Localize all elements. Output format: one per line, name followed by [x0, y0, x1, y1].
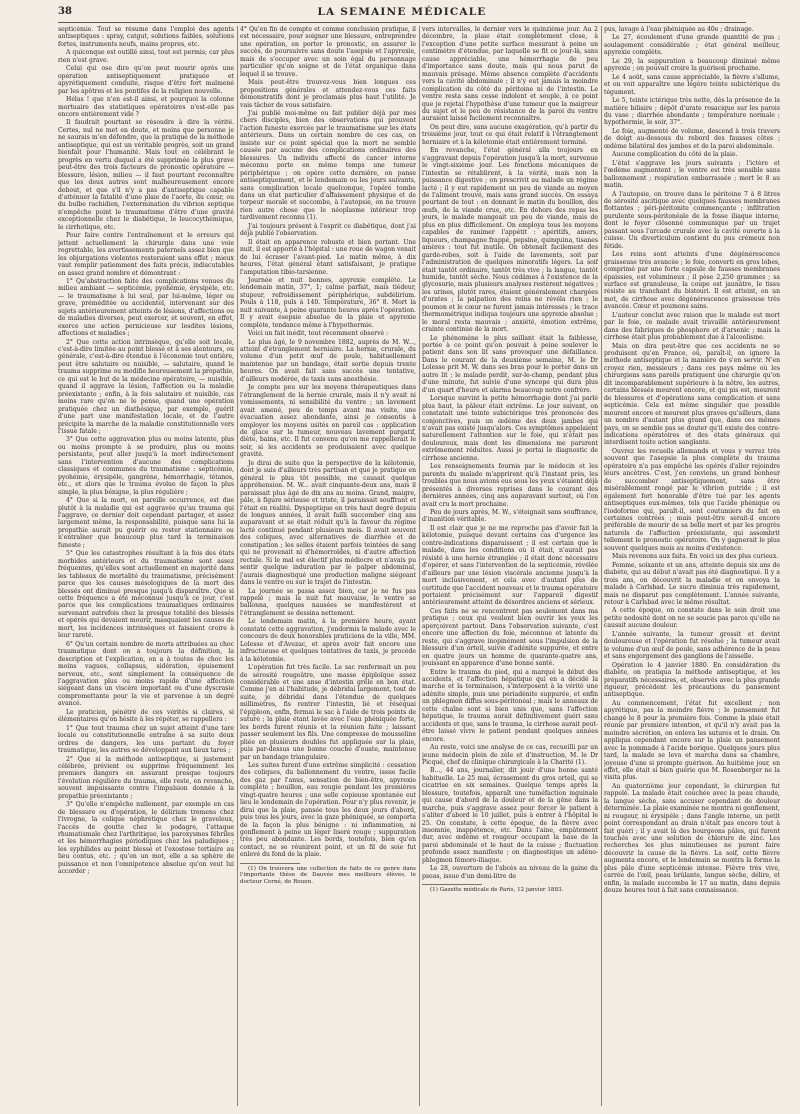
paragraph: Il est clair que je ne me reproche pas d'avoir fait la kélotomie, puisque devant certains cas d'urgence les contre-indications disparaissent ; il est certain que le malade, dans les conditions où il était, n'aurait pas résisté à une hernie étranglée ; il était donc nécessaire d'opérer, et sans l'intervention de la septicémie, révélée d'ailleurs par une lésion viscérale ancienne jusqu'à la mort inclusivement, et cela avec d'autant plus de certitude que l'accident nouveau et le trauma opératoire portaient précisément sur l'appareil digestif antérieurement atteint de désordres anciens et sérieux.: [422, 524, 598, 607]
column-3: [422, 26, 598, 1106]
paragraph: Les reins sont atteints d'une dégénérescence graisseuse très avancée ; le foie, converti en gros lobes, comprimé par une forte capsule de fausses membranes épaissies, est volumineux ; il pèse 2,250 grammes ; sa surface est granuleuse, la coupe est jaunâtre, le tissu résiste au tranchant du bistouri. Il est atteint, en un mot, de cirrhose avec dégénérescence graisseuse très avancée. Cœur et poumons sains.: [604, 251, 780, 311]
column-2: [240, 26, 416, 1106]
paragraph: Peu de jours après, M. W., s'éteignait sans souffrance, d'inanition véritable.: [422, 509, 598, 524]
paragraph: Aucune complication du côté de la plaie.: [612, 151, 738, 159]
paragraph: Le 5, teinte ictérique très nette, dès la présence de la matière biliaire ; dépôt d'urate rosacique sur les parois du vase ; diarrhée abondante ; température normale ; hypothermie, le soir, 37°.: [604, 97, 780, 127]
paragraph: 3° Qu'elle n'empêche nullement, par exemple en cas de blessure ou d'opération, le délirium tremens chez l'ivrogne, la colique néphrétique chez le graveleux, l'accès de goutte chez le podagre, l'attaque rhumatismale chez l'arthritique, les paroxysmes fébriles et les hémorrhagies périodiques chez les paludiques ; les syphilides au point blessé et l'exostose tertiaire au lieu contus, etc. ; qu'en un mot, elle a sa sphère de puissance et non l'omnipotence absolue qu'on veut lui accorder ;: [58, 801, 234, 876]
paragraph: Ces faits ne se rencontrent pas seulement dans ma pratique ; ceux qui veulent bien ouvrir les yeux les aperçoivent partout. Dans l'observation suivante, c'est encore une affection du foie, méconnue et latente du reste, qui s'aggrave inopinément sous l'impulsion de la blessure d'un orteil, suivie d'adénite suppurée, et entre en quatre jours un homme de quarante-quatre ans, jouissant en apparence d'une bonne santé.: [422, 607, 598, 668]
paragraph: Femme, soixante et un ans, atteinte depuis six ans de diabète, qui au début n'avait pas été diagnostiqué. Il y a trois ans, on découvrit la maladie et on envoya la malade à Carlsbad. Le sucre diminua très rapidement, mais ne disparut pas complètement. L'année suivante, retour à Carlsbad avec le même résultat.: [604, 561, 780, 606]
paragraph: pus, lavage à l'eau phéniquée au 40e ; drainage.: [604, 26, 754, 33]
paragraph: vers intervalles, le dernier vers le quinzième jour. Au 2 décembre, la plaie était complètement close, à l'exception d'une petite surface mesurant à peine un centimètre d'étendue, par laquelle se fit ce jour-là, sans cause appréciable, une hémorrhagie de peu d'importance sans doute, mais qui nous parut de mauvais présage. Même absence complète d'accidents vers la cavité abdominale ; il n'y eut jamais la moindre complication du côté du péritoine ni de l'intestin. Le ventre resta sans cesse indolent et souple, à ce point que je rejetai l'hypothèse d'une tumeur que la maigreur du sujet et le peu de résistance de la paroi du ventre auraient laissé facilement reconnaître.: [422, 26, 598, 123]
paragraph: Au reste, voici une analyse de ce cas, recueilli par un jeune médecin plein de zèle et d'instruction, M. le Dr Picqué, chef de clinique chirurgicale à la Charité (1).: [422, 744, 598, 766]
paragraph: On peut dire, sans aucune exagération, qu'à partir du troisième jour, tout ce qui était relatif à l'étranglement herniaire et à la kélotomie était entièrement terminé.: [422, 123, 598, 146]
column-1: [58, 26, 234, 1106]
paragraph: 2° Que si la méthode antiseptique, si justement célébrée, prévient ou supprime fréquemment les premiers dangers en assurant presque toujours l'évolution régulière du trauma, elle reste, en revanche, souvent impuissante contre l'impulsion donnée à la propathie préexistante ;: [58, 755, 234, 800]
column-rule: [237, 26, 238, 1106]
paragraph: Le lendemain matin, à la première heure, ayant constaté cette aggravation, j'endormis le malade avec le concours de deux honorables praticiens de la ville, MM. Lolesse et d'Avezac, et après avoir fait encore une infructueuse et quelques tentatives de taxis, je procède à la kélotomie.: [240, 618, 416, 663]
paragraph: septicémie. Tout se résume dans l'emploi des agents antiseptiques : spray, catgut, solutions faibles, solutions fortes, instruments neufs, mains propres, etc.: [58, 26, 234, 48]
paragraph: Hélas ! que n'en est-il ainsi, et pourquoi la colonne mortuaire des statistiques opératoires n'est-elle pas encore entièrement vide ?: [58, 96, 234, 118]
paragraph: Il était en apparence robuste et bien portant. Une nuit, il est apporté à l'hôpital : une roue de wagon venait de lui écraser l'avant-pied. Le matin même, à dix heures, l'état général étant satisfaisant, je pratique l'amputation tibio-tarsienne.: [240, 238, 416, 276]
paragraph: Le phénomène le plus saillant était la faiblesse, portée à ce point qu'on pouvait à peine soulever le patient dans son lit sans provoquer une défaillance. Dans le courant de la deuxième semaine, M. le Dr Lolesse prit M. W. dans ses bras pour le porter dans un autre lit ; le malade perdit, sur-le-champ, pendant plus d'une minute, fut suivie d'une syncope qui dura plus d'un quart d'heure et alarma beaucoup notre confrère.: [422, 334, 598, 394]
paragraph: 4° Qu'en fin de compte et comme conclusion pratique, il est nécessaire, pour soigner une blessure, entreprendre une opération, en porter le pronostic, en assurer le succès, de poursuivre sans doute l'asepsie et l'apyrexie, mais de s'occuper avec un soin égal du personnage particulier qu'on soigne et de l'état organique dans lequel il se trouve.: [240, 26, 416, 78]
paragraph: L'opération fut très facile. Le sac renfermait un peu de sérosité rougeâtre, une masse épiploïque assez considérable et une anse d'intestin grêle en bon état. Comme j'en ai l'habitude, je débridai largement, tout de suite, je débridai dans l'étendue de quelques millimètres, fis rentrer l'intestin, lié et réséquai l'épiploon, enfin, fermai le sac à l'aide de trois points de suture ; la plaie étant lavée avec l'eau phéniquée forte, les bords furent réunis et la réunion faite ; laissant passer seulement les fils. Une compresse de mousseline pliée en plusieurs doubles fut appliquée sur la plaie, puis par-dessus une bonne couche d'ouate, maintenue par un bandage triangulaire.: [240, 664, 416, 761]
column-rule: [419, 26, 420, 1106]
footnote-separator: [422, 884, 482, 885]
paragraph: Mais on dira peut-être que ces accidents ne se produisent qu'en France, où, paraît-il, on ignore la méthode antiseptique et la manière de s'en servir. N'en croyez rien, messieurs ; dans ces pays même où les chirurgiens sans pareils pratiquent une chirurgie qu'on dit incomparablement supérieure à la nôtre, les autres, certains blessés meurent encore, et qui pis est, meurent de blessures et d'opérations sans complication et sans septicémie. Cela est même singulier que possible meurent encore et meurent plus graves qu'ailleurs, dans un nombre d'autant plus grand que, dans ces mêmes pays, on se semble pas se douter qu'il existe des contre-indications opératoires et des états généraux qui interdisent toute action sanglante.: [604, 342, 780, 447]
paragraph: La journée se passa assez bien, car je ne fus pas rappelé ; mais la nuit fut mauvaise, le ventre se ballonna, quelques nausées se manifestèrent et l'étranglement se dessina nettement.: [240, 587, 416, 617]
paragraph: 2° Que cette action intrinsèque, qu'elle soit locale, c'est-à-dire limitée au point blessé et à ses alentours, ou générale, c'est-à-dire étendue à l'économie tout entière, peut être salutaire ou nuisible, — salutaire, quand le trauma supprime ou modifie heureusement la propathie, ce qui est le but de la médecine opératoire, — nuisible, quand il aggrave la lésion, l'affection ou la maladie préexistante ; enfin, à la fois salutaire et nuisible, cas moins rare qu'on ne le pense, quand une opération pratiquée chez un diathésique, par exemple, guérit d'une part une manifestation locale, et de l'autre précipite la marche de la maladie constitutionnelle vers l'issue fatale ;: [58, 338, 234, 436]
paragraph: J'ai publié moi-même ou fait publier déjà par mes chers disciples, bien des observations qui prouvent l'action funeste exercée par le traumatisme sur les états antérieurs. Dans un certain nombre de ces cas, on insiste sur ce point spécial que la mort ne semble causée par aucune des complications ordinaires des blessures. Un individu affecté de cancer interne méconnu porte en même temps une tumeur périphérique ; on opère cette dernière, on panse antiseptiquement, et le lendemain ou les jours suivants, sans complication locale quelconque, l'opéré tombe dans un état particulier d'affaissement physique et de torpeur morale et succombe, à l'autopsie, on ne trouve rien autre chose que le néoplasme intérieur trop tardivement reconnu (1).: [240, 109, 416, 222]
paragraph: Au commencement, l'état fut excellent ; non apyrétique, pas la moindre fièvre ; le pansement fut changé le 8 pour la première fois. Comme la plaie était réunie par première intention, et qu'il n'y avait pas la moindre sécrétion, on enleva les sutures et le drain. On appliqua cependant encore sur la plaie un pansement avec la pommade à l'acide borique. Quelques jours plus tard, la malade se leva et marcha dans sa chambre, joyeuse d'une si prompte guérison. Au huitième jour, en effet, elle était si bien guérie que M. Rosenberger ne la visita plus.: [604, 699, 780, 782]
journal-title: LA SEMAINE MÉDICALE: [317, 6, 487, 18]
paragraph: J'ai toujours présent à l'esprit ce diabétique, dont j'ai déjà publié l'observation.: [240, 222, 416, 238]
page-number: 38: [58, 6, 72, 17]
paragraph: Il faudrait pourtant se résoudre à dire la vérité. Certes, nul ne met en doute, et moins que personne je ne saurais m'en défendre, que la pratique de la méthode antiseptique, qui est un véritable progrès, soit un grand bienfait pour l'humanité. Mais tout en célébrant le progrès en vertu duquel a été supprimée la plus grave peut-être des trois facteurs de pronostic opératoire — blessure, lésion, milieu — il faut pourtant reconnaître que les deux autres sont malheureusement encore debout, et que s'il n'y a pas d'antiseptique capable d'atténuer la fatalité d'une plaie de l'aorte, du cœur, ou du bulbe rachidien, l'extermination du vibrion septique n'empêche point le traumatisme d'être d'une gravité exceptionnelle chez le diabétique, le leucocythémique, le cirrhotique, etc.: [58, 119, 234, 231]
paragraph: A l'autopsie, on trouve dans le péritoine 7 à 8 litres de sérosité ascitique avec quelques fausses membranes flottantes ; péri-péritonite commençante ; infiltration purulente sous-péritonéale de la fosse iliaque interne, dont le foyer clôsonné communique par un trajet passant sous l'arcade crurale avec la cavité ouverte à la cuisse. Un diverticulum contient du pus crémeux non fétide.: [604, 190, 780, 250]
paragraph: Le 29, la suppuration a beaucoup diminué même apyrexie ; on pouvait croire la guérison prochaine.: [604, 57, 780, 73]
paragraph: 1° Que tout trauma chez un sujet atteint d'une tare locale ou constitutionnelle entraîne à sa suite deux ordres de dangers, les uns partant du foyer traumatique, les autres se développant aux lieux tares ;: [58, 724, 234, 755]
paragraph: 1° Qu'abstraction faite des complications venues du milieu ambiant — septicémie, pyohémie, érysipèle, etc. — le traumatisme à lui seul, par lui-même, léger ou grave, préméditée ou accidentel, intervenant sur des sujets antérieurement atteints de lésions, d'affections ou de maladies diverses, peut exercer, et souvent, en effet, exerce une action pernicieuse sur lesdites lésions, affections et maladies ;: [58, 277, 234, 338]
paragraph: A cette époque, on constate dans le sein droit une petite nodosité dont on ne se soucie pas parce qu'elle ne causait aucune douleur.: [604, 607, 780, 630]
paragraph: Je compte peu sur les moyens thérapeutiques dans l'étranglement de la hernie crurale, mais il n'y avait ni vomissements, ni sensibilité du ventre ; un lavement avait amené, peu de temps avant ma visite, une évacuation assez abondante, ainsi je consentis à employer les moyens usités en pareil cas : application de glace sur la tumeur, nouveau lavement purgatif, diète, bains, etc. Il fut convenu qu'on me rappellerait le soir, si les accidents se produisaient avec quelque gravité.: [240, 384, 416, 459]
paragraph: B..., 44 ans, journalier, dit jouir d'une bonne santé habituelle. Le 25 mai, écrasement du gros orteil, qui se cicatrise en six semaines. Quelque temps après la blessure, toutefois, apparaît une tuméfaction inguinale qui cause d'abord de la douleur et de la gêne dans la marche, puis s'aggrave assez pour forcer le patient à s'aliter d'abord le 10 juillet, puis à entrer à l'hôpital le 25. On constate, à cette époque, de la fièvre avec insomnie, inappétence, etc. Dans l'aine, empâtement dur, avec œdème et rougeur occupant la base de la paroi abdominale et le haut de la cuisse ; fluctuation profonde assez manifeste ; on diagnostique un adéno-phlegmon fémoro-iliaque.: [422, 767, 598, 864]
footnote: (1) Gazette médicale de Paris, 12 janvier 1883.: [430, 887, 564, 894]
paragraph: Le 27, écoulement d'une grande quantité de pus ; soulagement considérable ; état général meilleur, apyrexie complète.: [604, 34, 780, 57]
paragraph: Au quatorzième jour cependant, le chirurgien fut rappelé. La malade était couchée avec la peau chaude, la langue sèche, sans accuser cependant de douleur déterminée. La plaie examinée ne montra ni gonflement, ni rougeur, ni érysipèle ; dans l'angle interne, un petit point correspondant au drain n'était pas encore tout à fait guéri ; il y avait là des bourgeons pâles, qui furent touchés avec une solution de chlorure de zinc. Les recherches les plus minutieuses ne purent faire découvrir la cause de la fièvre. La soif, cette fièvre augmenta encore, et le lendemain se montra la forme la plus pâle d'une septicémie intense. Fièvre très vive, carrée de l'œil, peau brûlante, langue sèche, délire, et enfin, la malade succomba le 17 au matin, dans depuis douze heures tout à fait sans connaissance.: [604, 782, 780, 895]
paragraph: Entre le trauma du pied, qui a marqué le début des accidents, et l'affection hépatique qui en a décidé la marche et la terminaison, s'interposent à la vérité une adénite simple, puis une périadénite suppurée, et enfin un phlegmon diffus sous-péritonéal ; mais le anneaux de cette chaîne sont si bien unis que, sans l'affection hépatique, le trauma aurait définitivement guéri sans accidents et que, sans le trauma, la cirrhose aurait peut-être laissé vivre le patient pendant quelques années encore.: [422, 668, 598, 743]
paragraph: Les suites furent d'une extrême simplicité : cessation des coliques, du ballonnement du ventre, issue facile des gaz par l'anus, sensation de bien-être, apyrexie complète ; bouillon, eau rougie pendant les premières vingt-quatre heures ; une selle copieuse spontanée eut lieu le lendemain de l'opération. Pour n'y plus revenir, je dirai que la plaie, pansée tous les deux jours d'abord, puis tous les jours, avec la gaze phéniquée, se comporta de la façon la plus bénigne : ni inflammation, ni gonflement à peine un léger liseré rouge ; suppuration très peu abondante. Les bords, toutefois, bien qu'en contact, ne se réunirent point, et un fil de soie fut enlevé du fond de la plaie.: [240, 761, 416, 859]
column-4: [604, 26, 780, 1106]
paragraph: Journée et nuit bonnes, apyrexie complète. Le lendemain matin, 37°, 1; calme parfait, mais tiédeur, stupeur, refroidissement périphérique, subdélirium. Pouls à 118, puls à 140. Température, 36° 8. Mort la nuit suivante, à peine quarante heures après l'opération. Il y avait ésepsie absolue de la plaie et apyrexie complète, tendance même à l'hypothermie.: [240, 276, 416, 329]
text-columns: [58, 26, 780, 1106]
paragraph: Le 28, ouverture de l'abcès au niveau de la gaine du psoas, issue d'un demi-litre de: [422, 865, 598, 880]
paragraph: Celui qui ose dire qu'on peut mourir après une opération antiseptiquement pratiquée et apyrétiquement conduite, risque d'être fort malmené par les apôtres et les pontifes de la religion nouvelle.: [58, 65, 234, 95]
paragraph: Pour faire contre l'entraînement et le erreurs qui jettent actuellement la chirurgie dans une voie regrettable, les avertissements paternels assez bien que les objurgations violentes resteraient sans effet ; mieux vaut remplir patiemment des faits précis, indiscutables en assez grand nombre et démontrant :: [58, 232, 234, 277]
paragraph: Je dirai de suite que la perspective de la kélotomie, dont je suis d'ailleurs très partisan et que je pratique en général le plus tôt possible, me causait quelque appréhension. M. W... avait cinquante-deux ans, mais il paraissait plus âgé de dix ans au moins. Grand, maigre, pâle, à figure sérieuse et triste, il paraissait souffrant et l'était en réalité. Dyspeptique en très haut degré depuis de longues années, il avait failli succomber cinq ans auparavant et se était réduit qu'à la faveur du régime lacté continué pendant plusieurs mois. Il avait souvent des coliques, avec alternatives de diarrhée et de constipation ; les selles étaient parfois teintées de sang qui ne provenait ni d'hémorroïdes, ni d'autre affection rectale. Si le mal est électif plus médiocre et n'avais pu sentir quelque induration par le palper abdominal, j'aurais diagnostiqué une production maligne siégeant dans le ventre ou sur le trajet de l'intestin.: [240, 459, 416, 587]
paragraph: Les renseignements fournis par le médecin et les parents du malade m'apprirent qu'à l'instant près, les troubles que nous avions eus sous les yeux s'étaient déjà présentés à diverses reprises dans le courant des dernières années, cinq ans auparavant surtout, où l'on avait cru la mort prochaine.: [422, 463, 598, 508]
footnote: (1) On trouvera une collection de faits de ce genre dans l'importante thèse de Dauvée mes meilleurs élèves, le docteur Cerné, de Rouen.: [240, 865, 416, 886]
paragraph: En revanche, l'état général alla toujours en s'aggravant depuis l'opération jusqu'à la mort, survenue le vingt-sixième jour. Les fonctions mécaniques de l'intestin se rétablirent, à la vérité, mais non la puissance digestive ; on prescrivit au malade un régime lacté ; il y eut rapidement un peu de viande au moyen de l'aliment trouvé, mais sans grand succès. On essaya pourtant de tout : en donnant le matin du bouillon, des œufs, de la viande crue, etc. En dehors des repas les jours, le malade mangeait un peu de viande, mais de plus en plus difficilement. On employa tous les moyens capables de ranimer l'appétit : apéritifs, amers, liqueurs, champagne frappé, pepsine, quinquina, tisanes amères : tout fut inutile. On obtenait facilement des garde-robes, soit à l'aide de lavements, soit par l'administration de quelques minoratifs légers. La soif était tantôt ordinaire, tantôt très vive ; la langue, tantôt humide, tantôt sèche. Nous cédâmes à l'existence de la glycosurie, mais plusieurs analyses restèrent négatives ; les urines, plutôt rares, étaient généralement chargées d'urates ; la palpation des reins ne révéla rien ; le poumon et le cœur ne furent jamais intéressés ; le trace thermométrique indiqua toujours une apyrexie absolue ; le moral resta mauvais ; anxiété, émotion extrême, crainte continue de la mort.: [422, 147, 598, 334]
paragraph: Le plus âgé, le 9 novembre 1882, auprès de M. W..., atteint d'étranglement herniaire. La hernie, crurale, du volume d'un petit œuf de poule, habituellement maintenue par un bandage, était sortie depuis trente heures. On avait fait sans succès une tentative, d'ailleurs modérée, de taxis sans anesthésie.: [240, 338, 416, 383]
paragraph: A quiconque est outillé ainsi, tout est permis; car plus rien n'est grave.: [58, 49, 234, 64]
paragraph: Mais revenons aux faits. En voici un des plus curieux.: [612, 553, 779, 561]
paragraph: Voici un fait inédit, tout récemment observé :: [248, 330, 389, 338]
paragraph: Le praticien, pénétré de ces vérités si claires, si élémentaires qu'on hésite à les répéter, se rappellera :: [58, 708, 234, 724]
paragraph: L'auteur conclut avec raison que le malade est mort par le foie, ce malade avait travaillé antérieurement dans des fabriques de phosphore et d'arsenic ; mais la cirrhose était plus probablement due à l'alcoolisme.: [604, 311, 780, 342]
footnote-separator: [240, 863, 300, 864]
paragraph: Mais peut-être trouvez-vous bien longues ces propositions générales et attendez-vous ces faits démonstratifs dont je proclamais plus haut l'utilité. Je vais tâcher de vous satisfaire.: [240, 79, 416, 109]
column-rule: [601, 26, 602, 1106]
paragraph: 5° Que les catastrophes résultant à la fois des états morbides antérieurs et du traumatisme sont assez fréquentes, qu'elles sont actuellement en majorité dans les tableaux de mortalité du traumatisme, précisément parce que les causes mésologiques de la mort des blessés ont diminué presque jusqu'à disparaître. Que si cette fréquence a été méconnue jusqu'à ce jour, c'est parce que les complications traumatiques ordinaires survenant autrefois chez la presque totalité des blessés et opérés qui devaient mourir, masquaient les causes de mort, les incidences intrinsèques et faisaient croire à leur rareté.: [58, 550, 234, 640]
paragraph: Le foie, augmenté de volume, descend à trois travers de doigt au-dessous du rebord des fausses côtes ; œdème bilatéral des jambes et de la paroi abdominale.: [604, 127, 780, 150]
paragraph: Ouvrez les recueils allemands et vous y verrez très souvent que l'asepsie la plus complète du trauma opératoire n'a pas empêché les opérés d'aller rejoindre leurs ancêtres. C'est, j'en conviens, un grand bonheur de succomber antiseptiquement, sans être misérablement rongé par le vibrion putride ; il est également fort honorable d'être tué par les agents antiseptiques eux-mêmes, tels que l'acide phénique ou l'iodoforme qui, paraît-il, sont coutumiers du fait en certaines contrées ; mais peut-être serait-il encore préférable de mourir de sa belle mort et par les progrès naturels de l'affection préexistante, qui assombrit tellement le pronostic opératoire. On y gagnerait le plus souvent quelques mois au moins d'existence.: [604, 447, 780, 552]
paragraph: 4° Que si la mort, en pareille occurrence, est due plutôt à la maladie qui est aggravée qu'au trauma qui l'aggrave, ce dernier doit cependant partager, et assez largement même, la responsabilité, puisque sans lui la propathie aurait pu guérir ou rester stationnaire ou n'entraîner que beaucoup plus tard la terminaison funeste ;: [58, 497, 234, 549]
paragraph: 6° Qu'un certain nombre de morts attribuées au choc traumatique dont on a toujours la définition, la description et l'explication, on a à toutes de choc les moins vagues, collapsus, sidération, épuisement nerveux, etc., sont simplement la conséquence de l'aggravation plus ou moins rapide d'une affection siégeant dans un viscère important ou d'une dyscrasie compromettante pour la vie et parvenue à un degré avancé.: [58, 640, 234, 708]
paragraph: Opération le 4 janvier 1880. En considération du diabète, on pratiqua la méthode antiseptique, et les préparatifs nécessaires, et, observés avec la plus grande rigueur, précèdent les précautions du pansement antiseptique.: [604, 661, 780, 699]
paragraph: 3° Que cette aggravation plus ou moins latente, plus ou moins prompte à se produire, plus ou moins persistante, peut aller jusqu'à la mort indirectement sans l'intervention d'aucune des complications classiques et communes du traumatisme : septicémie, pyohémie, érysipèle, gangrène, hémorrhagie, tétanos, etc., et alors que le trauma évolue de façon la plus simple, la plus bénigne, la plus régulière ;: [58, 436, 234, 496]
paragraph: L'état s'aggrave les jours suivants ; l'ictère et l'œdème augmentent ; le ventre est très sensible sans ballonnement ; respiration embarrassée ; mort le 8 au matin.: [604, 159, 780, 190]
paragraph: Le 4 août, sans cause appréciable, la fièvre s'allume, et on voit apparaître une légère teinte subictérique du tégument.: [604, 73, 780, 96]
paragraph: L'année suivante, la tumeur grossit et devint douloureuse et l'opération fut résolue ; la tumeur avait le volume d'un œuf de poule, sans adhérence de la peau et sans engorgement des ganglions de l'aisselle.: [604, 630, 780, 661]
paragraph: Lorsque survint la petite hémorrhagie dont j'ai parlé plus haut, la pâleur était extrême. Le jour suivant, on constatait une teinte subictérique très prononcée des conjonctives, puis un œdème des deux jambes qui n'avait pas existé jusqu'alors. Ces symptômes appelaient naturellement l'attention sur le foie, qui n'était pas douloureux, mais dont les dimensions me parurent extrêmement réduites. Aussi je portai le diagnostic de cirrhose ancienne.: [422, 395, 598, 462]
page-header: [58, 6, 746, 23]
